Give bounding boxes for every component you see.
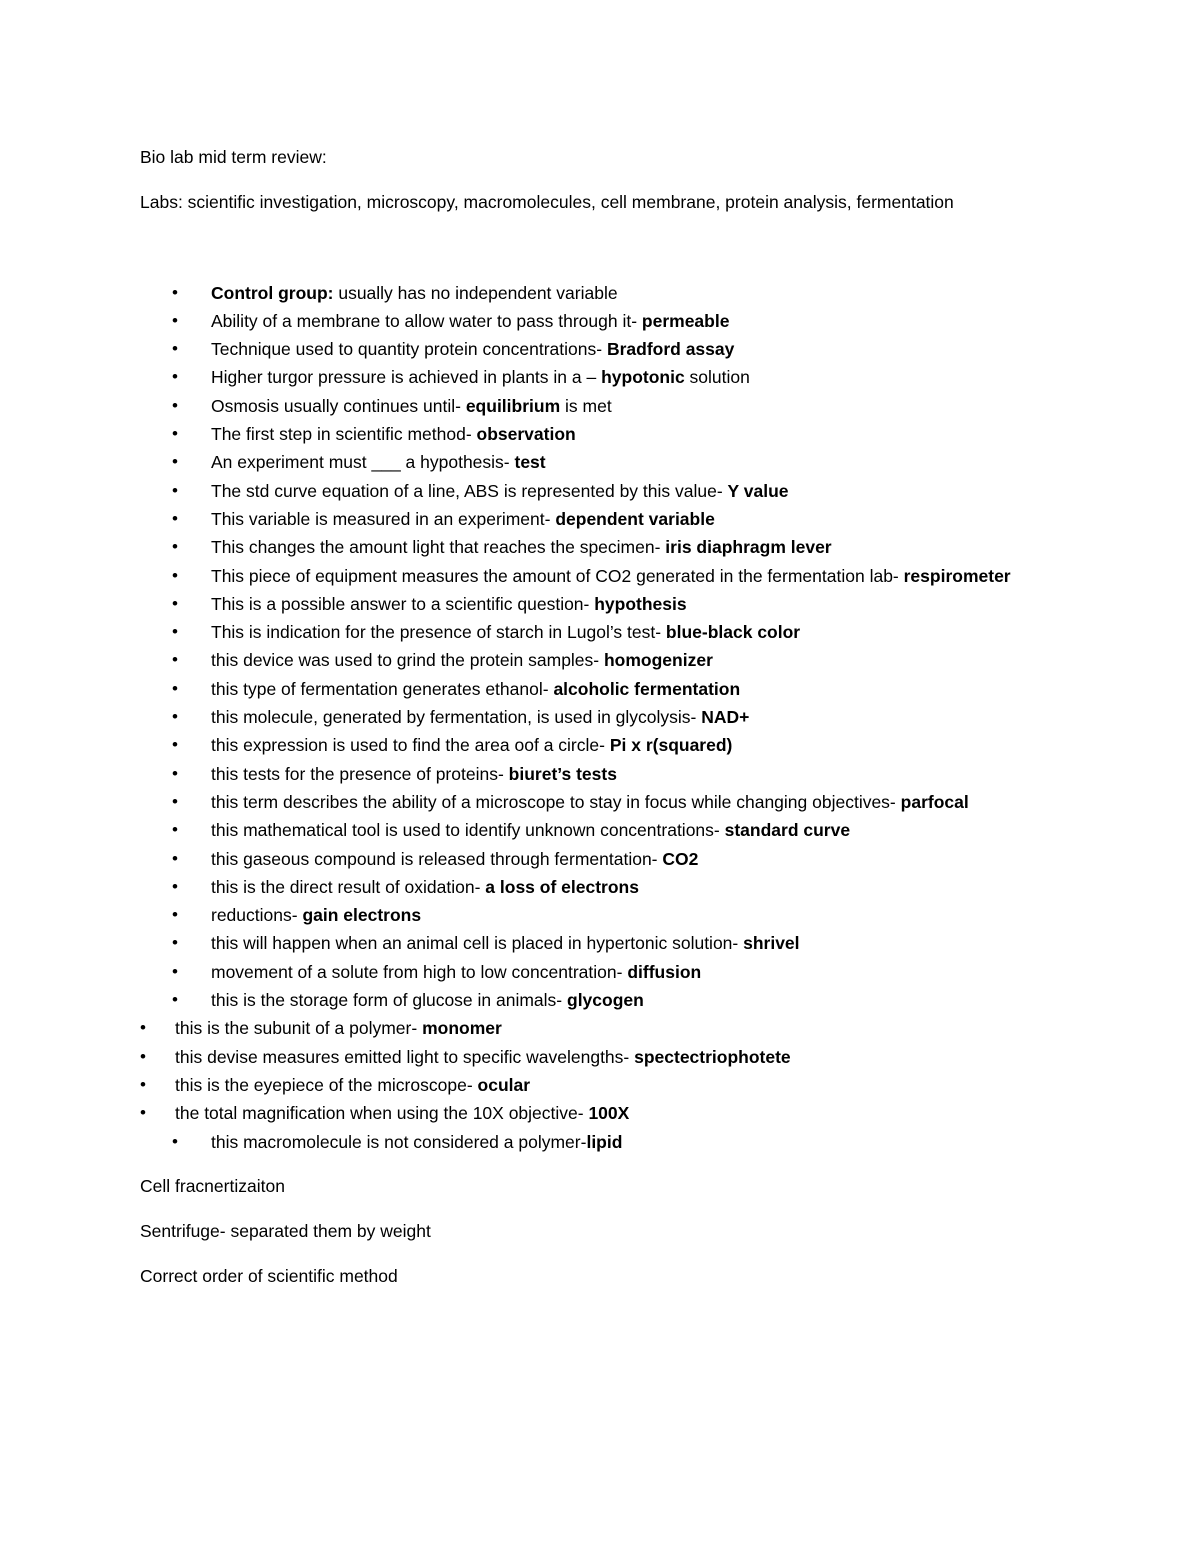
note-line: Sentrifuge- separated them by weight bbox=[140, 1221, 431, 1242]
list-item bbox=[140, 986, 1020, 1014]
item-answer: Y value bbox=[727, 480, 789, 501]
item-text: This variable is measured in an experiment- bbox=[211, 508, 556, 529]
item-text: The first step in scientific method- bbox=[211, 424, 477, 445]
list-item bbox=[140, 788, 1020, 816]
list-item bbox=[140, 731, 1020, 759]
item-answer: 100X bbox=[588, 1103, 630, 1124]
list-item bbox=[140, 760, 1020, 788]
item-text: This changes the amount light that reaches the specimen- bbox=[211, 537, 666, 558]
list-item bbox=[140, 958, 1020, 986]
item-text: this tests for the presence of proteins- bbox=[211, 763, 509, 784]
item-answer: lipid bbox=[586, 1131, 623, 1152]
item-text-end: is met bbox=[560, 395, 612, 416]
item-text: Ability of a membrane to allow water to pass through it- bbox=[211, 310, 642, 331]
note-line: Correct order of scientific method bbox=[140, 1266, 398, 1287]
item-answer: alcoholic fermentation bbox=[553, 678, 741, 699]
list-item bbox=[140, 646, 1020, 674]
item-answer: diffusion bbox=[627, 961, 702, 982]
labs-line: Labs: scientific investigation, microscopy, macromolecules, cell membrane, protein analysis, fermentation bbox=[140, 192, 954, 213]
list-item bbox=[140, 392, 1020, 420]
list-item bbox=[175, 1099, 1020, 1127]
item-answer: CO2 bbox=[662, 848, 699, 869]
item-text: movement of a solute from high to low concentration- bbox=[211, 961, 628, 982]
item-answer: Pi x r(squared) bbox=[609, 735, 733, 756]
item-answer: monomer bbox=[422, 1018, 502, 1039]
item-answer: iris diaphragm lever bbox=[665, 537, 832, 558]
item-text: this macromolecule is not considered a polymer- bbox=[211, 1131, 587, 1152]
item-answer: Control group: bbox=[211, 282, 334, 303]
item-answer: homogenizer bbox=[603, 650, 713, 671]
list-item bbox=[140, 929, 1020, 957]
item-answer: NAD+ bbox=[701, 707, 750, 728]
document-body bbox=[140, 143, 1020, 1308]
item-answer: respirometer bbox=[903, 565, 1011, 586]
list-item bbox=[140, 279, 1020, 307]
item-answer: equilibrium bbox=[465, 395, 561, 416]
item-text: this term describes the ability of a microscope to stay in focus while changing objectives- bbox=[211, 791, 901, 812]
review-bullet-list bbox=[140, 279, 1020, 1156]
item-text: the total magnification when using the 10X objective- bbox=[175, 1103, 589, 1124]
list-item bbox=[140, 590, 1020, 618]
item-answer: hypotonic bbox=[601, 367, 685, 388]
item-text: This is indication for the presence of starch in Lugol’s test- bbox=[211, 622, 666, 643]
list-item bbox=[140, 675, 1020, 703]
list-item bbox=[140, 901, 1020, 929]
item-text: The std curve equation of a line, ABS is represented by this value- bbox=[211, 480, 728, 501]
list-item bbox=[140, 363, 1020, 391]
list-item bbox=[140, 618, 1020, 646]
list-item bbox=[140, 873, 1020, 901]
item-text: this will happen when an animal cell is placed in hypertonic solution- bbox=[211, 933, 744, 954]
list-item bbox=[175, 1043, 1020, 1071]
list-item bbox=[140, 845, 1020, 873]
item-answer: Bradford assay bbox=[606, 339, 735, 360]
item-answer: parfocal bbox=[900, 791, 969, 812]
item-text: this is the storage form of glucose in animals- bbox=[211, 990, 567, 1011]
item-answer: biuret’s tests bbox=[508, 763, 617, 784]
item-answer: standard curve bbox=[724, 820, 851, 841]
document-title: Bio lab mid term review: bbox=[140, 147, 327, 167]
item-text: this is the subunit of a polymer- bbox=[175, 1018, 423, 1039]
item-text: This is a possible answer to a scientific question- bbox=[211, 593, 595, 614]
item-answer: spectectriophotete bbox=[634, 1046, 791, 1067]
item-answer: dependent variable bbox=[555, 508, 715, 529]
item-answer: permeable bbox=[641, 310, 730, 331]
list-item bbox=[140, 505, 1020, 533]
item-text: this mathematical tool is used to identify unknown concentrations- bbox=[211, 820, 725, 841]
item-text: this gaseous compound is released through fermentation- bbox=[211, 848, 663, 869]
list-item bbox=[140, 703, 1020, 731]
item-text: this is the direct result of oxidation- bbox=[211, 876, 486, 897]
list-item bbox=[175, 1014, 1020, 1042]
list-item bbox=[140, 816, 1020, 844]
trailing-notes bbox=[140, 1172, 1020, 1291]
list-item bbox=[175, 1071, 1020, 1099]
item-text: this devise measures emitted light to specific wavelengths- bbox=[175, 1046, 635, 1067]
item-text: Technique used to quantity protein concentrations- bbox=[211, 339, 607, 360]
item-answer: gain electrons bbox=[302, 905, 422, 926]
item-text: this device was used to grind the protein samples- bbox=[211, 650, 604, 671]
item-answer: a loss of electrons bbox=[485, 876, 639, 897]
main-bullet-list bbox=[140, 279, 1020, 1015]
item-answer: test bbox=[514, 452, 546, 473]
item-text: this molecule, generated by fermentation, is used in glycolysis- bbox=[211, 707, 702, 728]
list-item bbox=[140, 307, 1020, 335]
list-item bbox=[140, 533, 1020, 561]
item-text: An experiment must ___ a hypothesis- bbox=[211, 452, 515, 473]
item-text: Higher turgor pressure is achieved in plants in a – bbox=[211, 367, 602, 388]
final-bullet-list bbox=[140, 1128, 1020, 1156]
item-text: this type of fermentation generates ethanol- bbox=[211, 678, 554, 699]
list-item bbox=[140, 420, 1020, 448]
note-line: Cell fracnertizaiton bbox=[140, 1175, 285, 1196]
item-answer: glycogen bbox=[567, 990, 644, 1011]
list-item bbox=[140, 562, 1020, 590]
item-answer: observation bbox=[476, 424, 576, 445]
item-answer: blue-black color bbox=[665, 622, 801, 643]
list-item bbox=[140, 477, 1020, 505]
item-answer: ocular bbox=[477, 1074, 531, 1095]
item-text: this expression is used to find the area oof a circle- bbox=[211, 735, 610, 756]
item-text-end: usually has no independent variable bbox=[333, 282, 618, 303]
list-item bbox=[140, 448, 1020, 476]
item-text: This piece of equipment measures the amount of CO2 generated in the fermentation lab- bbox=[211, 565, 904, 586]
item-text: this is the eyepiece of the microscope- bbox=[175, 1074, 478, 1095]
item-text: Osmosis usually continues until- bbox=[211, 395, 466, 416]
list-item bbox=[140, 1128, 1020, 1156]
nested-bullet-list bbox=[175, 1014, 1020, 1127]
list-item bbox=[140, 335, 1020, 363]
item-answer: shrivel bbox=[743, 933, 800, 954]
item-text: reductions- bbox=[211, 905, 303, 926]
item-text-end: solution bbox=[684, 367, 750, 388]
item-answer: hypothesis bbox=[594, 593, 687, 614]
